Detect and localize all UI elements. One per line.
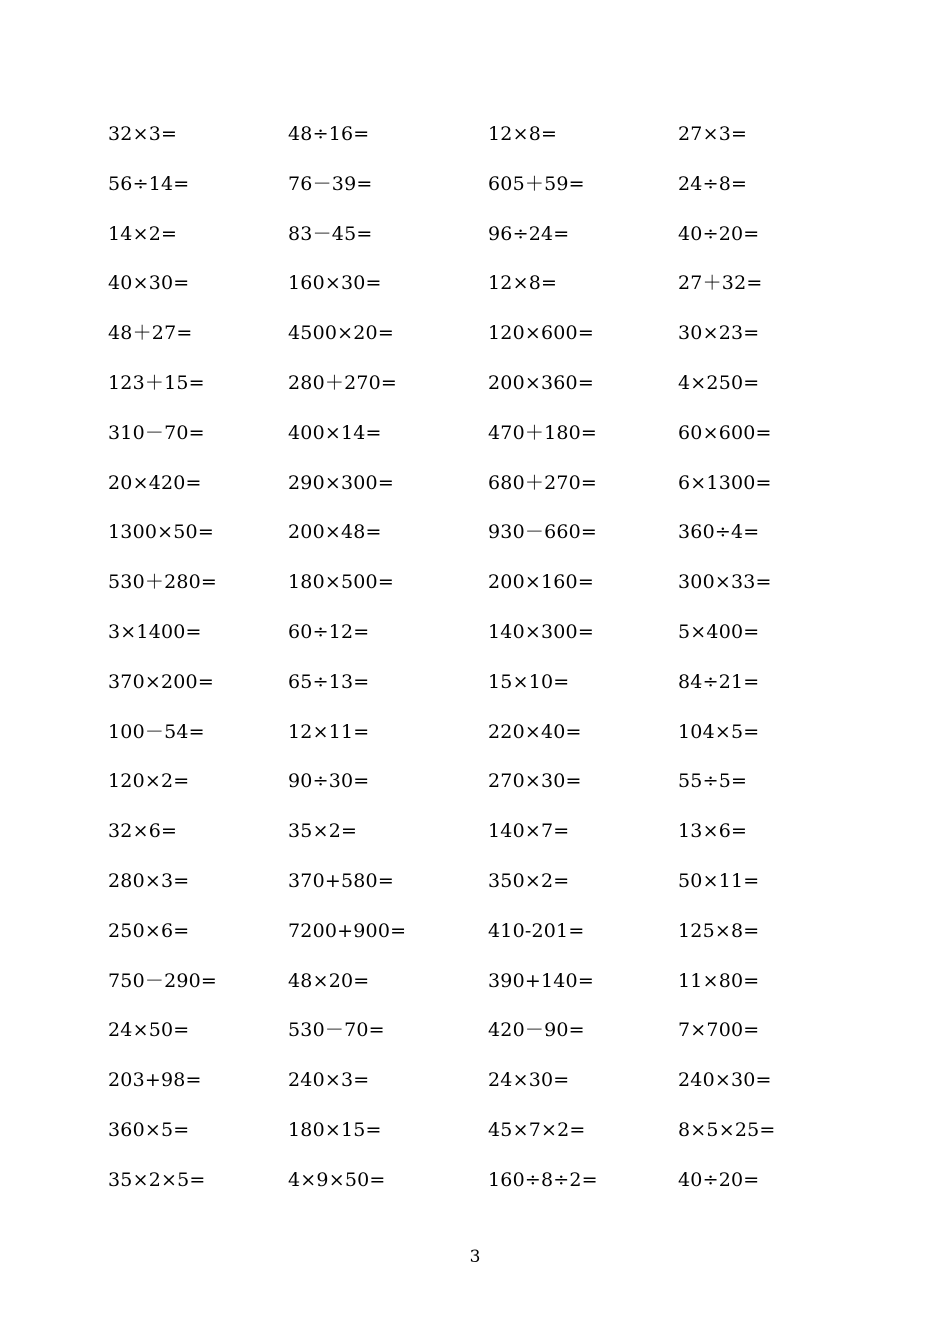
- arithmetic-problem: 750－290=: [108, 969, 218, 992]
- arithmetic-problem: 4×9×50=: [288, 1168, 386, 1191]
- arithmetic-problem: 76－39=: [288, 172, 373, 195]
- arithmetic-problem: 390+140=: [488, 969, 594, 992]
- problem-row: [108, 1106, 868, 1156]
- arithmetic-problem: 120×2=: [108, 770, 190, 793]
- arithmetic-problem: 20×420=: [108, 471, 202, 494]
- arithmetic-problem: 12×8=: [488, 272, 558, 295]
- arithmetic-problem: 83－45=: [288, 222, 373, 245]
- arithmetic-problem: 250×6=: [108, 919, 190, 942]
- arithmetic-problem: 30×23=: [678, 322, 760, 345]
- arithmetic-problem: 12×8=: [488, 123, 558, 145]
- arithmetic-problem: 240×3=: [288, 1069, 370, 1092]
- arithmetic-problem: 40÷20=: [678, 1168, 760, 1191]
- problem-row: [108, 957, 868, 1007]
- arithmetic-problem: 3×1400=: [108, 620, 202, 643]
- arithmetic-problem: 300×33=: [678, 571, 772, 594]
- problem-row: [108, 359, 868, 409]
- problem-row: [108, 708, 868, 758]
- arithmetic-problem: 35×2=: [288, 820, 358, 843]
- arithmetic-problem: 200×160=: [488, 571, 594, 594]
- problem-row: [108, 907, 868, 957]
- arithmetic-problem: 48＋27=: [108, 322, 193, 345]
- arithmetic-problem: 420－90=: [488, 1019, 585, 1042]
- arithmetic-problem: 310－70=: [108, 421, 205, 444]
- arithmetic-problem: 100－54=: [108, 720, 205, 743]
- problem-row: [108, 757, 868, 807]
- arithmetic-problem: 280×3=: [108, 869, 190, 892]
- arithmetic-problem: 400×14=: [288, 421, 382, 444]
- arithmetic-problem: 680＋270=: [488, 471, 598, 494]
- arithmetic-problem: 270×30=: [488, 770, 582, 793]
- arithmetic-problem: 470＋180=: [488, 421, 598, 444]
- arithmetic-problem: 40×30=: [108, 272, 190, 295]
- arithmetic-problem: 1300×50=: [108, 521, 214, 544]
- problem-row: [108, 1006, 868, 1056]
- arithmetic-problem: 32×6=: [108, 820, 178, 843]
- arithmetic-problem: 24×50=: [108, 1019, 190, 1042]
- arithmetic-problem: 6×1300=: [678, 471, 772, 494]
- arithmetic-problem: 14×2=: [108, 222, 178, 245]
- arithmetic-problem: 4×250=: [678, 371, 760, 394]
- arithmetic-problem: 60÷12=: [288, 620, 370, 643]
- problem-row: [108, 857, 868, 907]
- arithmetic-problem: 5×400=: [678, 620, 760, 643]
- problem-row: [108, 658, 868, 708]
- arithmetic-problem: 12×11=: [288, 720, 370, 743]
- problem-row: [108, 807, 868, 857]
- problem-grid: [108, 110, 868, 1206]
- arithmetic-problem: 370×200=: [108, 670, 214, 693]
- arithmetic-problem: 360÷4=: [678, 521, 760, 544]
- arithmetic-problem: 48÷16=: [288, 123, 370, 145]
- problem-row: [108, 1156, 868, 1206]
- problem-row: [108, 309, 868, 359]
- arithmetic-problem: 104×5=: [678, 720, 760, 743]
- arithmetic-problem: 11×80=: [678, 969, 760, 992]
- problem-row: [108, 409, 868, 459]
- problem-row: [108, 608, 868, 658]
- arithmetic-problem: 160×30=: [288, 272, 382, 295]
- arithmetic-problem: 120×600=: [488, 322, 594, 345]
- arithmetic-problem: 65÷13=: [288, 670, 370, 693]
- problem-row: [108, 1056, 868, 1106]
- arithmetic-problem: 55÷5=: [678, 770, 748, 793]
- problem-row: [108, 110, 868, 160]
- arithmetic-problem: 4500×20=: [288, 322, 394, 345]
- arithmetic-problem: 220×40=: [488, 720, 582, 743]
- problem-row: [108, 259, 868, 309]
- problem-row: [108, 558, 868, 608]
- arithmetic-problem: 27×3=: [678, 123, 748, 145]
- arithmetic-problem: 15×10=: [488, 670, 570, 693]
- problem-row: [108, 508, 868, 558]
- arithmetic-problem: 7200+900=: [288, 919, 407, 942]
- arithmetic-problem: 90÷30=: [288, 770, 370, 793]
- arithmetic-problem: 350×2=: [488, 869, 570, 892]
- arithmetic-problem: 7×700=: [678, 1019, 760, 1042]
- arithmetic-problem: 140×300=: [488, 620, 594, 643]
- arithmetic-problem: 125×8=: [678, 919, 760, 942]
- arithmetic-problem: 60×600=: [678, 421, 772, 444]
- arithmetic-problem: 140×7=: [488, 820, 570, 843]
- arithmetic-problem: 200×360=: [488, 371, 594, 394]
- arithmetic-problem: 48×20=: [288, 969, 370, 992]
- arithmetic-problem: 180×500=: [288, 571, 394, 594]
- arithmetic-problem: 13×6=: [678, 820, 748, 843]
- arithmetic-problem: 24×30=: [488, 1069, 570, 1092]
- arithmetic-problem: 370+580=: [288, 869, 394, 892]
- arithmetic-problem: 27＋32=: [678, 272, 763, 295]
- arithmetic-problem: 605＋59=: [488, 172, 585, 195]
- arithmetic-problem: 8×5×25=: [678, 1118, 776, 1141]
- arithmetic-problem: 240×30=: [678, 1069, 772, 1092]
- problem-row: [108, 160, 868, 210]
- arithmetic-problem: 290×300=: [288, 471, 394, 494]
- arithmetic-problem: 40÷20=: [678, 222, 760, 245]
- arithmetic-problem: 530＋280=: [108, 571, 218, 594]
- arithmetic-problem: 24÷8=: [678, 172, 748, 195]
- arithmetic-problem: 530－70=: [288, 1019, 385, 1042]
- arithmetic-problem: 180×15=: [288, 1118, 382, 1141]
- arithmetic-problem: 50×11=: [678, 869, 760, 892]
- arithmetic-problem: 160÷8÷2=: [488, 1168, 598, 1191]
- page-number: 3: [469, 1247, 481, 1267]
- arithmetic-problem: 56÷14=: [108, 172, 190, 195]
- arithmetic-problem: 280＋270=: [288, 371, 398, 394]
- arithmetic-problem: 200×48=: [288, 521, 382, 544]
- arithmetic-problem: 123＋15=: [108, 371, 205, 394]
- arithmetic-problem: 32×3=: [108, 123, 178, 145]
- arithmetic-problem: 410-201=: [488, 919, 585, 942]
- problem-row: [108, 210, 868, 260]
- arithmetic-problem: 360×5=: [108, 1118, 190, 1141]
- arithmetic-problem: 203+98=: [108, 1069, 202, 1092]
- arithmetic-problem: 96÷24=: [488, 222, 570, 245]
- arithmetic-problem: 930－660=: [488, 521, 598, 544]
- arithmetic-problem: 45×7×2=: [488, 1118, 586, 1141]
- arithmetic-problem: 84÷21=: [678, 670, 760, 693]
- arithmetic-problem: 35×2×5=: [108, 1168, 206, 1191]
- problem-row: [108, 459, 868, 509]
